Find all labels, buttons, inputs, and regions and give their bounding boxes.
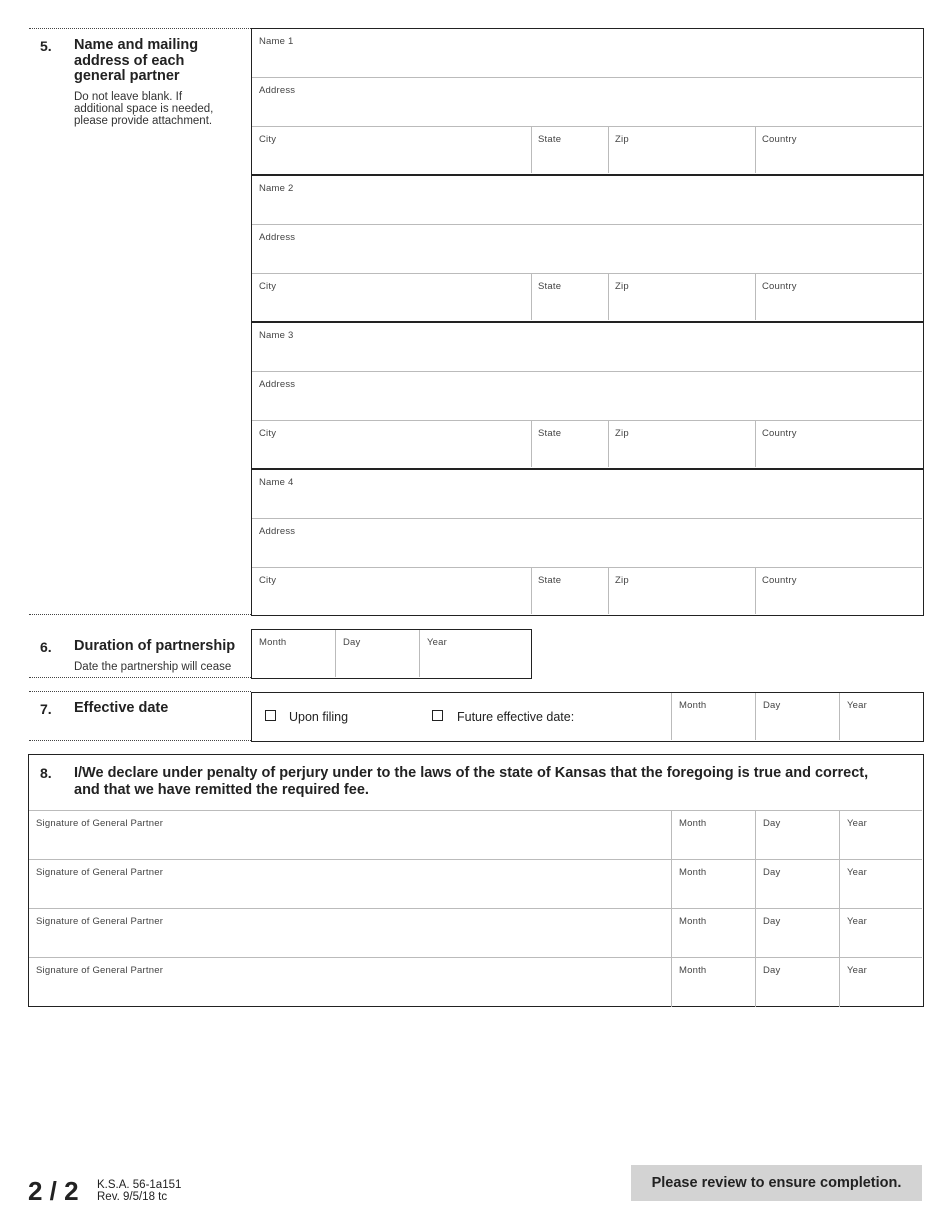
partner-zip-field[interactable] — [608, 568, 755, 614]
review-notice-text: Please review to ensure completion. — [651, 1175, 902, 1191]
signature-year-label: Year — [847, 867, 867, 878]
divider — [29, 677, 251, 678]
partner-zip-field[interactable] — [608, 274, 755, 320]
signature-day-field[interactable] — [756, 811, 839, 860]
partner-country-field[interactable] — [755, 274, 922, 320]
partner-country-field[interactable] — [755, 127, 922, 173]
effective-year-label: Year — [847, 700, 867, 711]
effective-month-field[interactable] — [672, 693, 755, 740]
partner-city-label: City — [259, 134, 277, 145]
section-5-note: Do not leave blank. If additional space is needed, please provide attachment. — [74, 91, 214, 127]
partner-city-label: City — [259, 575, 277, 586]
signature-day-field[interactable] — [756, 860, 839, 909]
effective-year-field[interactable] — [840, 693, 922, 740]
partner-name-field[interactable] — [252, 29, 922, 78]
partner-city-field[interactable] — [252, 421, 531, 467]
signature-year-field[interactable] — [840, 811, 922, 860]
signature-field[interactable] — [29, 860, 672, 909]
partner-state-label: State — [538, 134, 562, 145]
partner-city-label: City — [259, 428, 277, 439]
signature-month-label: Month — [679, 818, 707, 829]
section-7-title: Effective date — [74, 700, 169, 716]
signature-month-field[interactable] — [672, 909, 755, 958]
signature-year-field[interactable] — [840, 909, 922, 958]
partner-address-field[interactable] — [252, 225, 922, 274]
section-6-title: Duration of partnership — [74, 638, 236, 654]
signature-year-field[interactable] — [840, 860, 922, 909]
partner-country-label: Country — [762, 575, 797, 586]
partner-name-field[interactable] — [252, 176, 922, 225]
partner-state-field[interactable] — [531, 127, 608, 173]
future-date-label: Future effective date: — [457, 710, 575, 724]
divider — [29, 691, 251, 692]
signature-day-field[interactable] — [756, 909, 839, 958]
partner-name-label: Name 2 — [259, 183, 294, 194]
partner-block — [251, 469, 924, 616]
upon-filing-checkbox[interactable] — [265, 710, 276, 721]
partner-zip-label: Zip — [615, 134, 629, 145]
partner-city-field[interactable] — [252, 127, 531, 173]
section-6-note: Date the partnership will cease — [74, 661, 232, 673]
duration-day-label: Day — [343, 637, 361, 648]
divider — [29, 740, 251, 741]
partner-address-field[interactable] — [252, 519, 922, 568]
divider — [29, 28, 251, 29]
partner-state-field[interactable] — [531, 568, 608, 614]
review-notice — [631, 1165, 922, 1201]
partner-name-field[interactable] — [252, 470, 922, 519]
effective-day-field[interactable] — [756, 693, 839, 740]
signature-month-label: Month — [679, 867, 707, 878]
signature-label: Signature of General Partner — [36, 818, 164, 829]
partner-state-label: State — [538, 575, 562, 586]
effective-day-label: Day — [763, 700, 781, 711]
partner-address-label: Address — [259, 379, 296, 390]
signature-year-field[interactable] — [840, 958, 922, 1007]
partner-address-label: Address — [259, 526, 296, 537]
duration-month-label: Month — [259, 637, 287, 648]
signature-year-label: Year — [847, 965, 867, 976]
signature-month-field[interactable] — [672, 958, 755, 1007]
section-5-number: 5. — [40, 38, 52, 54]
signature-field[interactable] — [29, 958, 672, 1007]
signature-label: Signature of General Partner — [36, 867, 164, 878]
duration-month-field[interactable] — [252, 630, 336, 677]
partner-name-label: Name 1 — [259, 36, 294, 47]
section-8-number: 8. — [40, 765, 52, 781]
section-6-number: 6. — [40, 639, 52, 655]
signature-label: Signature of General Partner — [36, 965, 164, 976]
duration-date-box — [251, 629, 532, 679]
partner-block — [251, 28, 924, 175]
revision-date: Rev. 9/5/18 tc — [97, 1191, 168, 1203]
future-date-checkbox[interactable] — [432, 710, 443, 721]
partner-state-label: State — [538, 281, 562, 292]
partner-country-label: Country — [762, 428, 797, 439]
partner-state-field[interactable] — [531, 274, 608, 320]
duration-year-field[interactable] — [420, 630, 530, 677]
declaration-text: I/We declare under penalty of perjury under to the laws of the state of Kansas that the foregoing is true and correct, and that we have remitted the required fee. — [74, 765, 869, 798]
effective-month-label: Month — [679, 700, 707, 711]
signature-day-label: Day — [763, 818, 781, 829]
partner-zip-field[interactable] — [608, 421, 755, 467]
partner-zip-label: Zip — [615, 575, 629, 586]
partner-zip-label: Zip — [615, 281, 629, 292]
signature-year-label: Year — [847, 818, 867, 829]
partner-block — [251, 322, 924, 469]
section-7-number: 7. — [40, 701, 52, 717]
partner-name-label: Name 3 — [259, 330, 294, 341]
partner-city-field[interactable] — [252, 274, 531, 320]
statute-reference: K.S.A. 56-1a151 — [97, 1179, 182, 1191]
signature-field[interactable] — [29, 909, 672, 958]
upon-filing-label: Upon filing — [289, 710, 349, 724]
partner-state-field[interactable] — [531, 421, 608, 467]
signature-day-label: Day — [763, 965, 781, 976]
partner-city-field[interactable] — [252, 568, 531, 614]
partner-address-label: Address — [259, 85, 296, 96]
duration-year-label: Year — [427, 637, 447, 648]
signature-day-field[interactable] — [756, 958, 839, 1007]
partner-country-label: Country — [762, 134, 797, 145]
partner-address-field[interactable] — [252, 78, 922, 127]
duration-day-field[interactable] — [336, 630, 420, 677]
partner-country-field[interactable] — [755, 421, 922, 467]
partner-zip-field[interactable] — [608, 127, 755, 173]
partner-city-label: City — [259, 281, 277, 292]
declaration-box — [28, 754, 924, 1007]
signature-year-label: Year — [847, 916, 867, 927]
signature-label: Signature of General Partner — [36, 916, 164, 927]
signature-month-label: Month — [679, 965, 707, 976]
partner-country-field[interactable] — [755, 568, 922, 614]
partner-address-field[interactable] — [252, 372, 922, 421]
signature-day-label: Day — [763, 867, 781, 878]
partner-name-label: Name 4 — [259, 477, 294, 488]
partner-name-field[interactable] — [252, 323, 922, 372]
partner-zip-label: Zip — [615, 428, 629, 439]
divider — [29, 614, 251, 615]
partner-state-label: State — [538, 428, 562, 439]
partner-address-label: Address — [259, 232, 296, 243]
signature-month-field[interactable] — [672, 811, 755, 860]
section-5-title: Name and mailing address of each general partner — [74, 37, 199, 84]
page-number: 2 / 2 — [28, 1176, 79, 1206]
signature-field[interactable] — [29, 811, 672, 860]
signature-day-label: Day — [763, 916, 781, 927]
effective-date-box — [251, 692, 924, 742]
partner-country-label: Country — [762, 281, 797, 292]
signature-month-label: Month — [679, 916, 707, 927]
partner-block — [251, 175, 924, 322]
signature-month-field[interactable] — [672, 860, 755, 909]
